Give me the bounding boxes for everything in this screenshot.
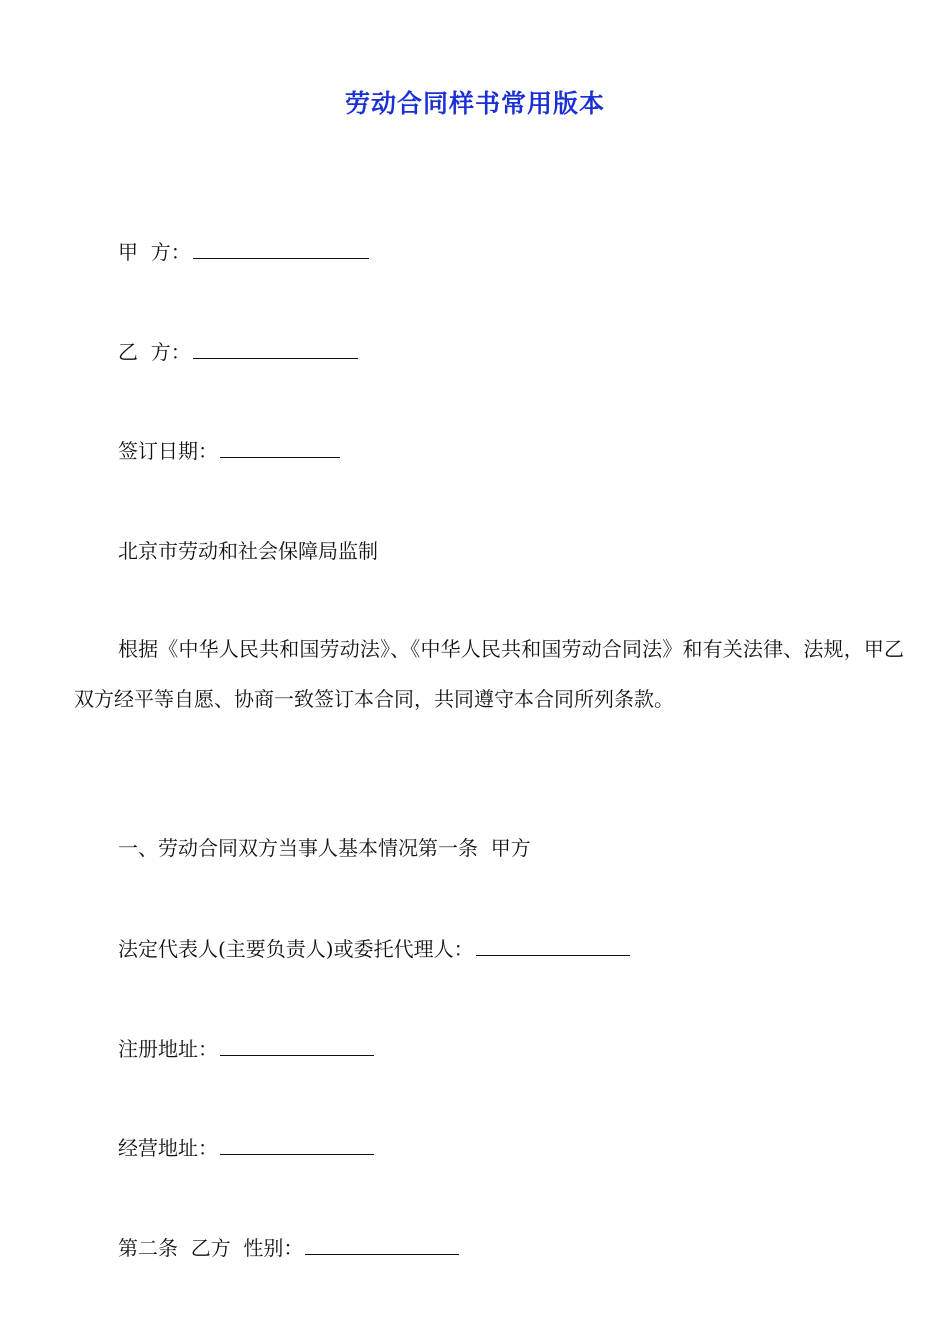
legal-rep-label: 法定代表人(主要负责人)或委托代理人：: [118, 937, 474, 961]
legal-rep-blank: [476, 937, 630, 956]
registered-address-label: 注册地址：: [118, 1037, 218, 1061]
sign-date-label: 签订日期：: [118, 439, 218, 463]
registered-address-blank: [220, 1037, 374, 1056]
article-2-label: 第二条 乙方 性别：: [118, 1236, 304, 1260]
sign-date-blank: [220, 439, 340, 458]
document-title: 劳动合同样书常用版本: [344, 89, 605, 118]
party-a-label: 甲 方：: [118, 240, 191, 264]
section-1-heading: [118, 836, 531, 860]
party-a-line: [118, 240, 369, 264]
supervisor-line: 北京市劳动和社会保障局监制: [118, 539, 378, 563]
preamble-paragraph: 根据《中华人民共和国劳动法》、《中华人民共和国劳动合同法》和有关法律、法规，甲乙双方经平等自愿、协商一致签订本合同，共同遵守本合同所列条款。: [74, 637, 904, 711]
business-address-blank: [220, 1136, 374, 1155]
sign-date-line: [118, 439, 340, 463]
registered-address-line: [118, 1037, 374, 1061]
legal-rep-line: [118, 937, 630, 961]
gender-blank: [305, 1236, 459, 1255]
party-b-label: 乙 方：: [118, 340, 191, 364]
business-address-line: [118, 1136, 374, 1160]
business-address-label: 经营地址：: [118, 1136, 218, 1160]
party-b-blank: [193, 340, 358, 359]
article-2-line: [118, 1236, 459, 1260]
party-b-line: [118, 340, 358, 364]
section-1-heading-text: 一、劳动合同双方当事人基本情况第一条 甲方: [118, 836, 531, 860]
party-a-blank: [193, 240, 369, 259]
